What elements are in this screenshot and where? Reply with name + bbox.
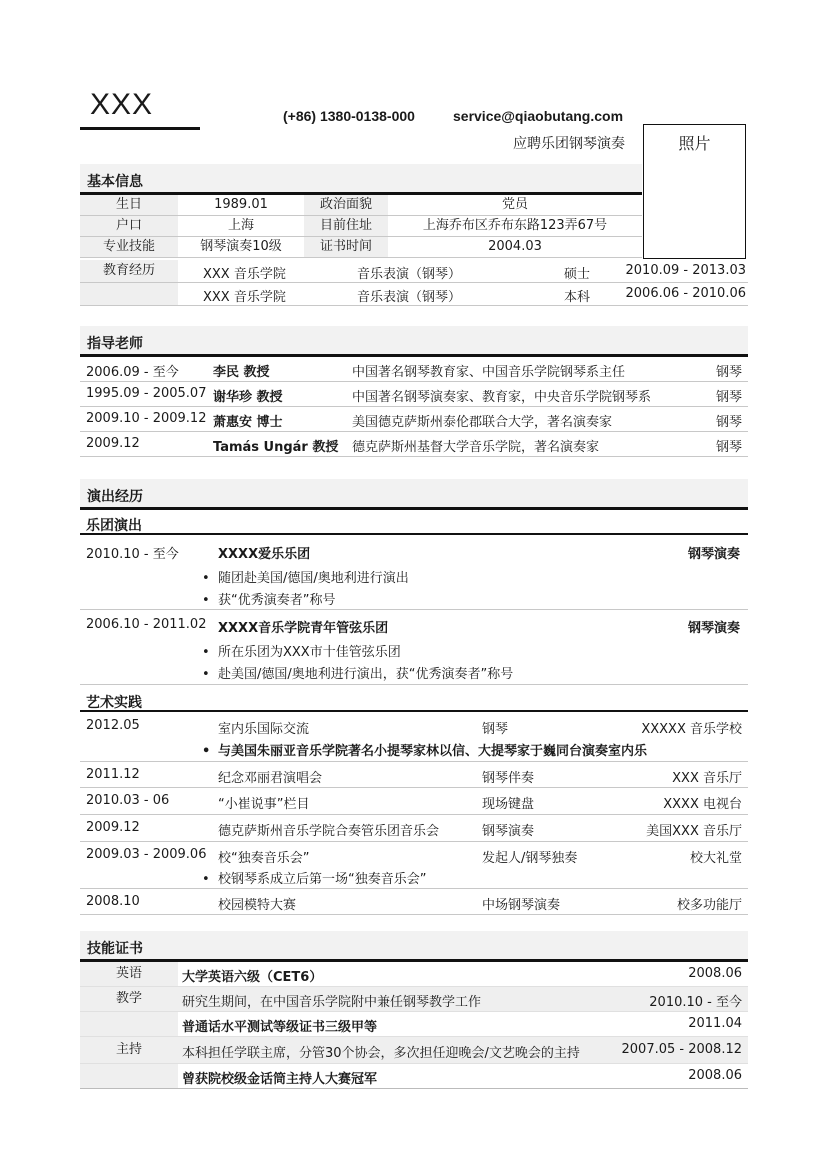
section-skills [80,931,748,962]
basic-label: 生日 [80,195,178,215]
band-role: 钢琴演奏 [687,621,740,636]
art-date: 2010.03 - 06 [86,793,170,808]
mentor-period: 1995.09 - 2005.07 [86,386,207,401]
basic-label: 户口 [80,216,178,236]
education-label: 教育经历 [80,260,178,282]
art-event: “小崔说事”栏目 [218,797,310,812]
art-date: 2012.05 [86,718,140,733]
art-role: 发起人/钢琴独奏 [482,851,578,866]
skill-row [80,1064,748,1089]
education-period: 2006.06 - 2010.06 [625,286,746,301]
art-bullet: • 与美国朱丽亚音乐学院著名小提琴家林以信、大提琴家于巍同台演奏室内乐 [202,744,648,759]
band-name: XXXX爱乐乐团 [218,547,311,562]
art-place: 美国XXX 音乐厅 [646,824,742,839]
basic-row [80,216,642,237]
band-role: 钢琴演奏 [687,547,740,562]
section-title: 基本信息 [87,174,143,190]
mentor-row [80,357,748,382]
basic-value: 钢琴演奏10级 [200,239,282,254]
skill-category: 主持 [115,1042,142,1057]
job-target: 应聘乐团钢琴演奏 [513,136,625,152]
basic-value: 2004.03 [488,239,542,254]
mentor-field: 钢琴 [715,390,742,405]
band-entry [80,611,748,685]
band-bullet: • 随团赴美国/德国/奥地利进行演出 [202,571,409,586]
photo-placeholder: 照片 [643,124,746,259]
section-title: 演出经历 [87,489,143,505]
mentor-description: 中国著名钢琴教育家、中国音乐学院钢琴系主任 [352,365,626,380]
band-bullet: • 获“优秀演奏者”称号 [202,593,336,608]
art-place: XXXX 电视台 [663,797,742,812]
art-date: 2009.03 - 2009.06 [86,847,207,862]
art-entry [80,842,748,889]
mentor-period: 2009.12 [86,436,140,451]
art-bullet: • 校钢琴系成立后第一场“独奏音乐会” [202,872,427,887]
art-place: XXXXX 音乐学校 [641,722,742,737]
art-role: 钢琴 [482,722,509,737]
mentor-row [80,382,748,407]
basic-value: 党员 [501,197,528,212]
section-title: 指导老师 [87,336,143,352]
education-row [80,260,748,283]
basic-label: 专业技能 [80,237,178,257]
education-label-blank [80,283,178,305]
mentor-name: 谢华珍 教授 [213,390,283,405]
art-role: 现场键盘 [482,797,535,812]
skill-category: 英语 [80,962,178,986]
mentor-field: 钢琴 [715,415,742,430]
mentor-name: 李民 教授 [213,365,270,380]
basic-label: 目前住址 [304,216,388,236]
subsection-art [80,690,748,712]
education-degree: 本科 [564,290,591,305]
band-bullet: • 赴美国/德国/奥地利进行演出，获“优秀演奏者”称号 [202,667,514,682]
skill-date: 2008.06 [688,966,742,981]
art-entry [80,815,748,842]
name-underline [80,127,200,130]
education-school: XXX 音乐学院 [203,267,286,282]
art-role: 钢琴演奏 [482,824,535,839]
skill-date: 2007.05 - 2008.12 [621,1042,742,1057]
basic-row [80,195,642,216]
band-period: 2010.10 - 至今 [86,547,179,562]
email-address: service@qiaobutang.com [453,108,624,124]
mentor-field: 钢琴 [715,365,742,380]
art-date: 2011.12 [86,767,140,782]
skill-row [80,1012,748,1037]
art-event: 校“独奏音乐会” [218,851,310,866]
skill-category-blank [80,1064,178,1088]
art-place: 校多功能厅 [676,898,742,913]
subsection-title: 艺术实践 [86,695,142,711]
basic-value: 上海乔布区乔布东路123弄67号 [422,218,608,233]
subsection-title: 乐团演出 [86,518,142,534]
mentor-description: 中国著名钢琴演奏家、教育家，中央音乐学院钢琴系 [352,390,652,405]
section-mentors [80,326,748,357]
skill-date: 2011.04 [688,1016,742,1031]
education-school: XXX 音乐学院 [203,290,286,305]
art-entry [80,788,748,815]
education-major: 音乐表演（钢琴） [357,290,462,305]
phone-number: (+86) 1380-0138-000 [283,108,415,124]
basic-row [80,237,642,258]
basic-label: 证书时间 [304,237,388,257]
skill-date: 2008.06 [688,1068,742,1083]
art-place: XXX 音乐厅 [672,771,742,786]
skill-description: 研究生期间，在中国音乐学院附中兼任钢琴教学工作 [182,995,482,1010]
skill-description: 普通话水平测试等级证书三级甲等 [182,1020,378,1035]
education-major: 音乐表演（钢琴） [357,267,462,282]
basic-value: 1989.01 [214,197,268,212]
skill-date: 2010.10 - 至今 [649,995,742,1010]
skill-description: 大学英语六级（CET6） [182,970,323,985]
skill-row [80,1037,748,1064]
art-place: 校大礼堂 [689,851,742,866]
mentor-name: 萧惠安 博士 [213,415,283,430]
education-row [80,283,748,306]
band-name: XXXX音乐学院青年管弦乐团 [218,621,389,636]
section-performance [80,479,748,510]
skill-description: 曾获院校级金话筒主持人大赛冠军 [182,1072,378,1087]
skill-category-blank [80,1012,178,1036]
art-entry [80,762,748,788]
basic-label: 政治面貌 [304,195,388,215]
mentor-name: Tamás Ungár 教授 [213,440,339,455]
art-entry [80,714,748,762]
art-event: 纪念邓丽君演唱会 [218,771,323,786]
mentor-period: 2006.09 - 至今 [86,365,179,380]
skill-row [80,962,748,987]
art-event: 室内乐国际交流 [218,722,310,737]
art-entry [80,889,748,915]
subsection-band [80,513,748,535]
education-period: 2010.09 - 2013.03 [625,263,746,278]
mentor-description: 美国德克萨斯州泰伦郡联合大学，著名演奏家 [352,415,613,430]
section-basic-info [80,164,642,195]
mentor-period: 2009.10 - 2009.12 [86,411,207,426]
mentor-description: 德克萨斯州基督大学音乐学院，著名演奏家 [352,440,600,455]
band-period: 2006.10 - 2011.02 [86,617,207,632]
basic-value: 上海 [227,218,254,233]
section-title: 技能证书 [87,941,143,957]
art-role: 钢琴伴奏 [482,771,535,786]
education-degree: 硕士 [564,267,591,282]
art-event: 德克萨斯州音乐学院合奏管乐团音乐会 [218,824,440,839]
band-entry [80,537,748,610]
art-date: 2008.10 [86,894,140,909]
mentor-row [80,407,748,432]
skill-row [80,987,748,1012]
skill-category: 教学 [115,991,142,1006]
band-bullet: • 所在乐团为XXX市十佳管弦乐团 [202,645,401,660]
mentor-field: 钢琴 [715,440,742,455]
resume-name: XXX [90,88,154,121]
art-event: 校园模特大赛 [218,898,297,913]
mentor-row [80,432,748,457]
art-role: 中场钢琴演奏 [482,898,561,913]
art-date: 2009.12 [86,820,140,835]
skill-description: 本科担任学联主席，分管30个协会，多次担任迎晚会/文艺晚会的主持 [182,1046,580,1061]
